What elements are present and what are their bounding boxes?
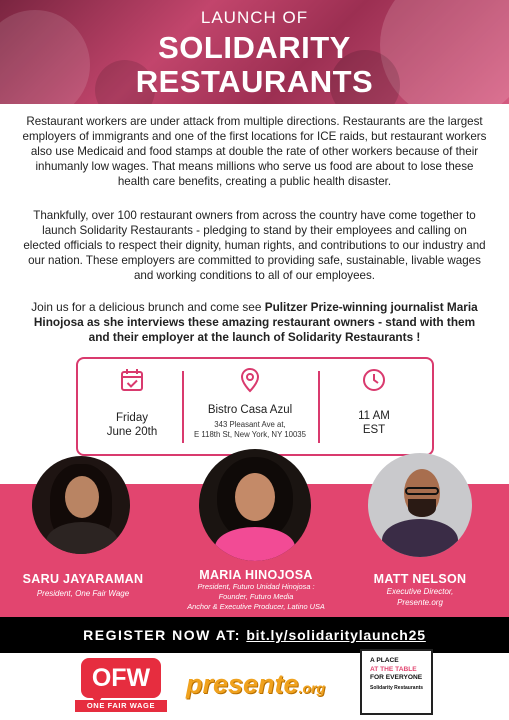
hero-banner [0, 0, 509, 104]
venue-address-line1: 343 Pleasant Ave at, [214, 420, 286, 429]
divider [318, 371, 320, 443]
presente-wordmark: presente [186, 669, 299, 699]
speaker-name: SARU JAYARAMAN [22, 572, 144, 586]
ofw-tagline: ONE FAIR WAGE [75, 700, 167, 712]
speaker-role: President, Futuro Unidad Hinojosa : [197, 582, 315, 591]
speaker-name: MATT NELSON [373, 572, 467, 586]
invitation-paragraph [22, 300, 487, 345]
speaker-role: Presente.org [397, 598, 443, 607]
event-details-box [76, 357, 434, 456]
register-label: REGISTER NOW AT: [83, 627, 247, 643]
register-link[interactable]: bit.ly/solidaritylaunch25 [246, 627, 426, 643]
speaker-name: MARIA HINOJOSA [199, 568, 313, 582]
presente-logo [186, 664, 336, 704]
one-fair-wage-logo [75, 658, 167, 714]
ofw-mark: OFW [81, 658, 161, 698]
clock-icon [361, 367, 387, 393]
place-line: A PLACE [370, 657, 399, 664]
venue-address-line2: E 118th St, New York, NY 10035 [194, 430, 306, 439]
speaker-photo-matt [368, 453, 472, 557]
calendar-check-icon [119, 367, 145, 393]
invitation-lead: Join us for a delicious brunch and come see [31, 300, 265, 314]
register-bar [0, 617, 509, 653]
place-subtitle: Solidarity Restaurants [370, 684, 424, 691]
speaker-role: Executive Director, [386, 587, 454, 596]
event-date [88, 359, 176, 454]
presente-suffix: .org [298, 680, 326, 696]
hero-title-line1: SOLIDARITY [158, 30, 351, 65]
solidarity-paragraph: Thankfully, over 100 restaurant owners from across the country have come together to launch Solidarity Restaurants - pledging to stand by their employees and calling on elected officials to respect their dignity, human rights, and contributions to our industry and our nation. These employers are committed to providing safe, sustainable, livable wages and working conditions to all of our employees. [23, 209, 486, 282]
event-location [186, 359, 314, 454]
intro-paragraph: Restaurant workers are under attack from multiple directions. Restaurants are the largest employers of immigrants and one of the first locations for ICE raids, but restaurant workers also use Medicaid and food stamps at double the rate of other workers because of their inhumanly low wages. That means millions who serve us food are about to lose these health care benefits, creating a public health disaster. [22, 115, 487, 188]
divider [182, 371, 184, 443]
hero-kicker: LAUNCH OF [200, 8, 309, 27]
hero-title-line2: RESTAURANTS [135, 64, 374, 99]
place-at-the-table-logo [360, 649, 433, 715]
speaker-photo-maria [199, 449, 311, 561]
speaker-photo-saru [32, 456, 130, 554]
speaker-role: Anchor & Executive Producer, Latino USA [187, 602, 325, 611]
place-line: AT THE TABLE [370, 665, 417, 673]
event-date-text: Friday June 20th [106, 412, 158, 438]
speaker-role: Founder, Futuro Media [218, 592, 294, 601]
invitation-highlight: Pulitzer Prize-winning journalist Maria Hinojosa as she interviews these amazing restaurant owners - stand with them and their employer at the launch of Solidarity Restaurants ! [33, 300, 478, 344]
place-line: FOR EVERYONE [370, 674, 423, 681]
map-pin-icon [237, 367, 263, 393]
venue-name: Bistro Casa Azul [207, 404, 293, 416]
event-time [324, 359, 424, 454]
event-time-text: 11 AM EST [358, 410, 390, 436]
speaker-role: President, One Fair Wage [36, 589, 130, 598]
